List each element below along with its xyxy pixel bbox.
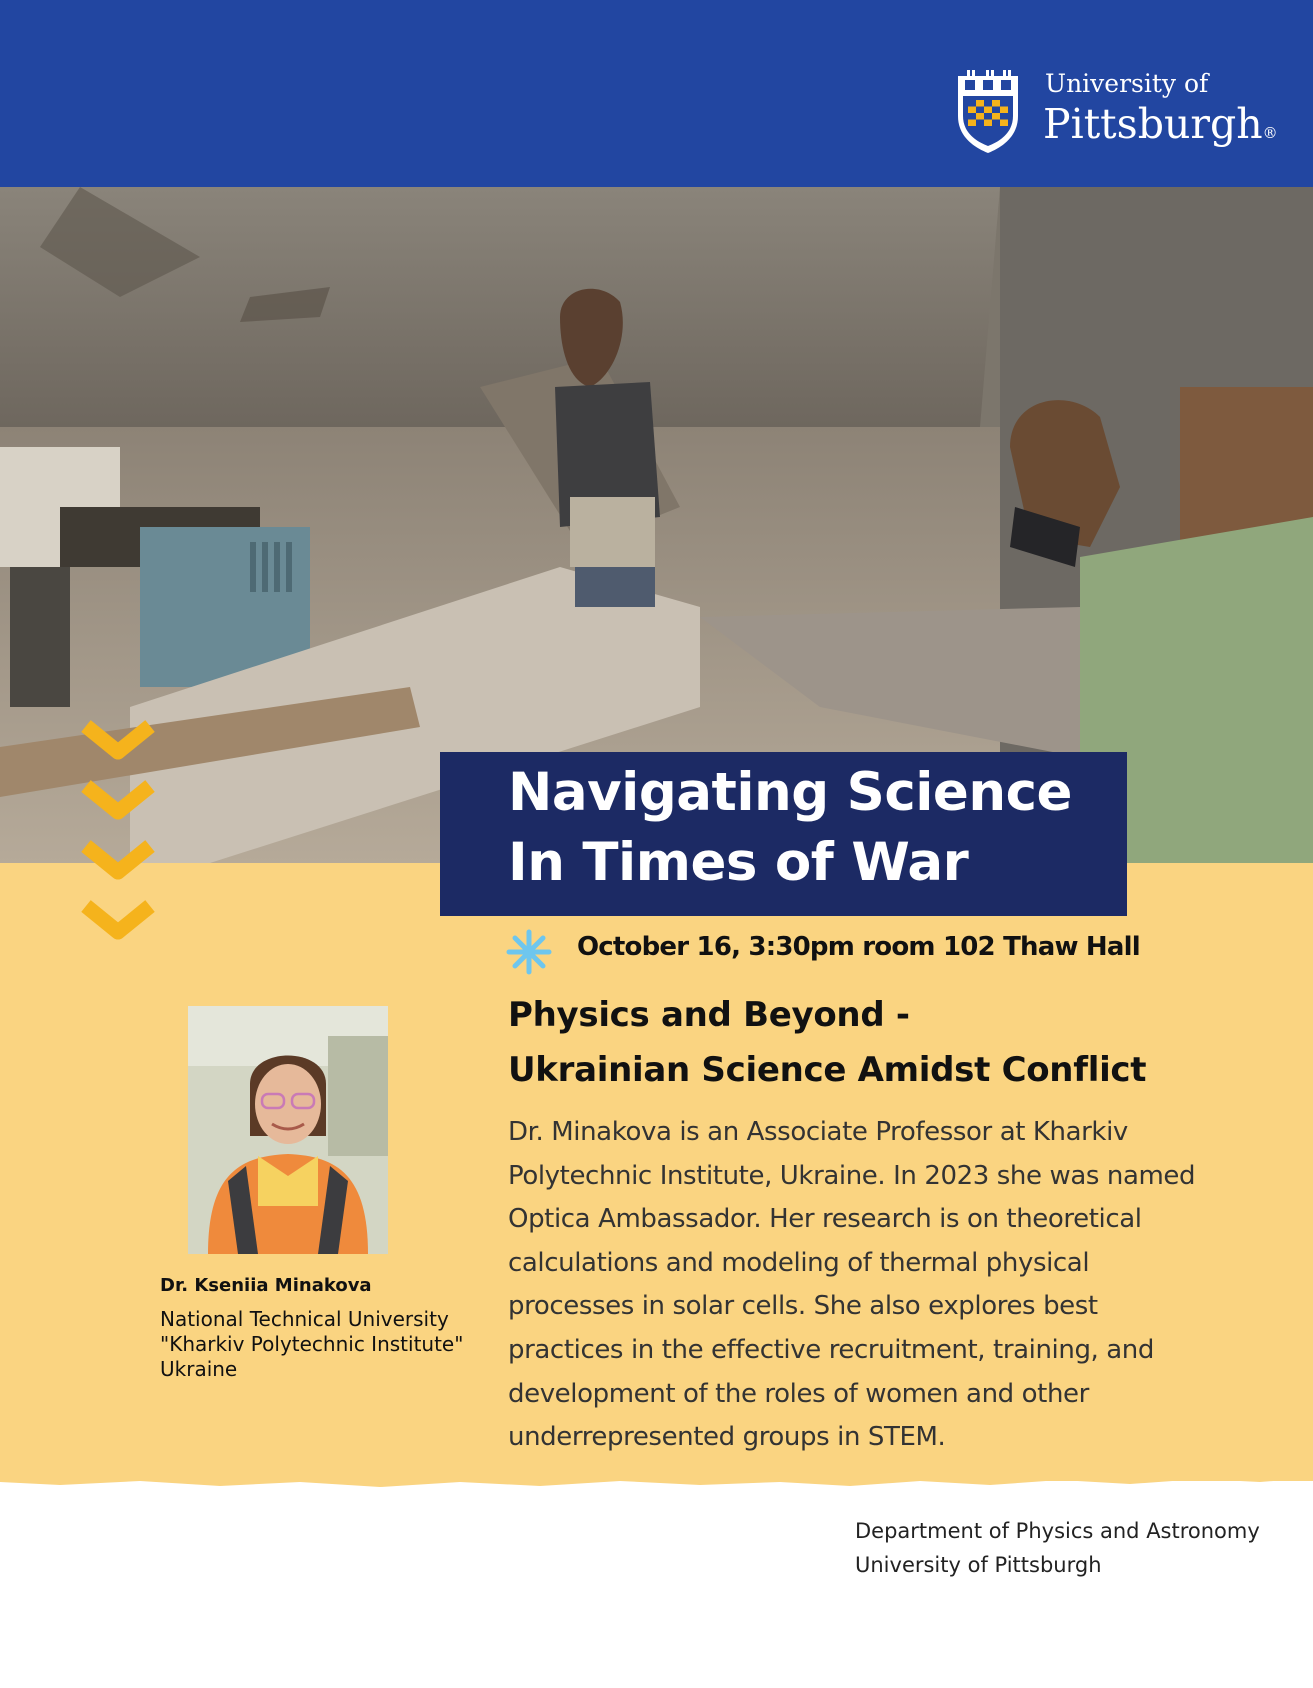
event-title-line-1: Navigating Science (508, 762, 1072, 823)
description-line: development of the roles of women and other (508, 1378, 1089, 1409)
speaker-affiliation (160, 1307, 463, 1382)
event-title-line-2: In Times of War (508, 832, 969, 893)
logo-text-pittsburgh (1043, 100, 1278, 148)
torn-paper-edge (0, 1470, 1313, 1496)
talk-title-line-2: Ukrainian Science Amidst Conflict (508, 1050, 1147, 1090)
event-date-location: October 16, 3:30pm room 102 Thaw Hall (577, 932, 1140, 962)
event-title-box (440, 752, 1127, 916)
university-logo (955, 62, 1278, 154)
header-banner (0, 0, 1313, 187)
registered-mark: ® (1262, 124, 1278, 142)
chevron-down-icon (80, 718, 156, 963)
description-line: processes in solar cells. She also explores best (508, 1291, 1098, 1322)
description-line: calculations and modeling of thermal physical (508, 1247, 1090, 1278)
description-line: Polytechnic Institute, Ukraine. In 2023 she was named (508, 1160, 1196, 1191)
affiliation-line: "Kharkiv Polytechnic Institute" (160, 1332, 464, 1356)
footer-department (855, 1514, 1260, 1582)
university-shield-icon (955, 70, 1021, 154)
speaker-name: Dr. Kseniia Minakova (160, 1275, 372, 1296)
logo-wordmark: Pittsburgh (1043, 100, 1263, 148)
description-line: practices in the effective recruitment, training, and (508, 1334, 1154, 1365)
talk-title-line-1: Physics and Beyond - (508, 995, 910, 1035)
footer-line-university: University of Pittsburgh (855, 1553, 1102, 1577)
asterisk-icon (505, 928, 553, 976)
affiliation-line: National Technical University (160, 1307, 449, 1331)
description-line: Dr. Minakova is an Associate Professor at Kharkiv (508, 1117, 1128, 1147)
speaker-portrait (188, 1006, 388, 1254)
footer-line-department: Department of Physics and Astronomy (855, 1519, 1260, 1543)
speaker-description (508, 1111, 1228, 1460)
description-line: underrepresented groups in STEM. (508, 1422, 946, 1453)
logo-text-university-of: University of (1045, 69, 1209, 98)
affiliation-line: Ukraine (160, 1357, 238, 1381)
description-line: Optica Ambassador. Her research is on theoretical (508, 1204, 1142, 1235)
